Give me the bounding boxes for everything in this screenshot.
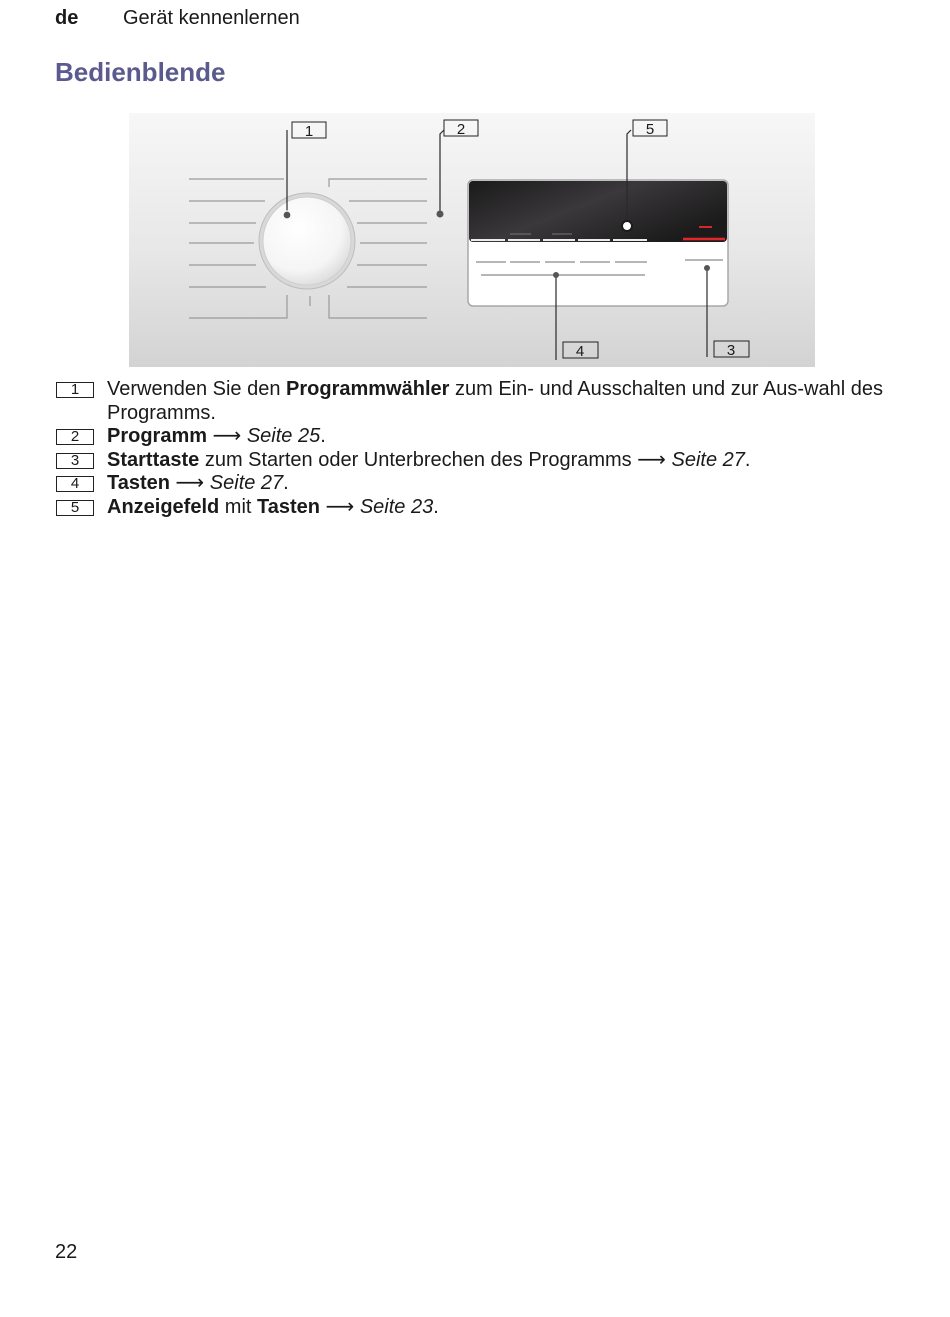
term-buttons: Tasten [257, 495, 321, 518]
page-reference: Seite 27 [671, 448, 745, 471]
page-title: Bedienblende [55, 57, 226, 87]
term-display: Anzeigefeld [107, 495, 220, 518]
term-start-button: Starttaste [107, 448, 200, 471]
arrow: ⟶ [207, 425, 247, 447]
page-reference: Seite 27 [209, 472, 284, 494]
page-number: 22 [55, 1241, 78, 1263]
legend-number: 1 [56, 382, 94, 398]
legend-item-4: 4 Tasten ⟶ Seite 27. [55, 472, 885, 496]
arrow: ⟶ [320, 495, 360, 518]
arrow: ⟶ [631, 448, 672, 471]
callout-3: 3 [726, 342, 736, 359]
legend-number: 3 [56, 453, 94, 469]
term-program: Programm [107, 425, 208, 447]
language-code: de [55, 7, 79, 29]
legend-item-1: 1 Verwenden Sie den Programmwähler zum Ein- und Ausschalten und zur Aus-wahl des Programms. [55, 378, 885, 425]
legend-list [55, 378, 885, 519]
callout-2: 2 [456, 121, 466, 138]
legend-item-2: 2 Programm ⟶ Seite 25. [55, 425, 885, 449]
arrow: ⟶ [169, 472, 210, 494]
legend-number: 4 [56, 476, 94, 492]
section-title: Gerät kennenlernen [123, 7, 300, 29]
callout-1: 1 [304, 123, 314, 140]
term-program-selector: Programmwähler [286, 378, 450, 400]
term-buttons: Tasten [107, 472, 170, 494]
page-reference: Seite 23 [359, 495, 434, 518]
callout-5: 5 [645, 121, 655, 138]
display-screen [469, 181, 727, 242]
legend-item-5: 5 Anzeigefeld mit Tasten ⟶ Seite 23. [55, 496, 885, 520]
callout-4: 4 [575, 343, 585, 360]
legend-item-3: 3 Starttaste zum Starten oder Unterbrechen des Programms ⟶ Seite 27. [55, 449, 885, 473]
legend-number: 5 [56, 500, 94, 516]
control-panel-illustration [129, 113, 815, 367]
legend-number: 2 [56, 429, 94, 445]
page-reference: Seite 25 [246, 425, 321, 447]
